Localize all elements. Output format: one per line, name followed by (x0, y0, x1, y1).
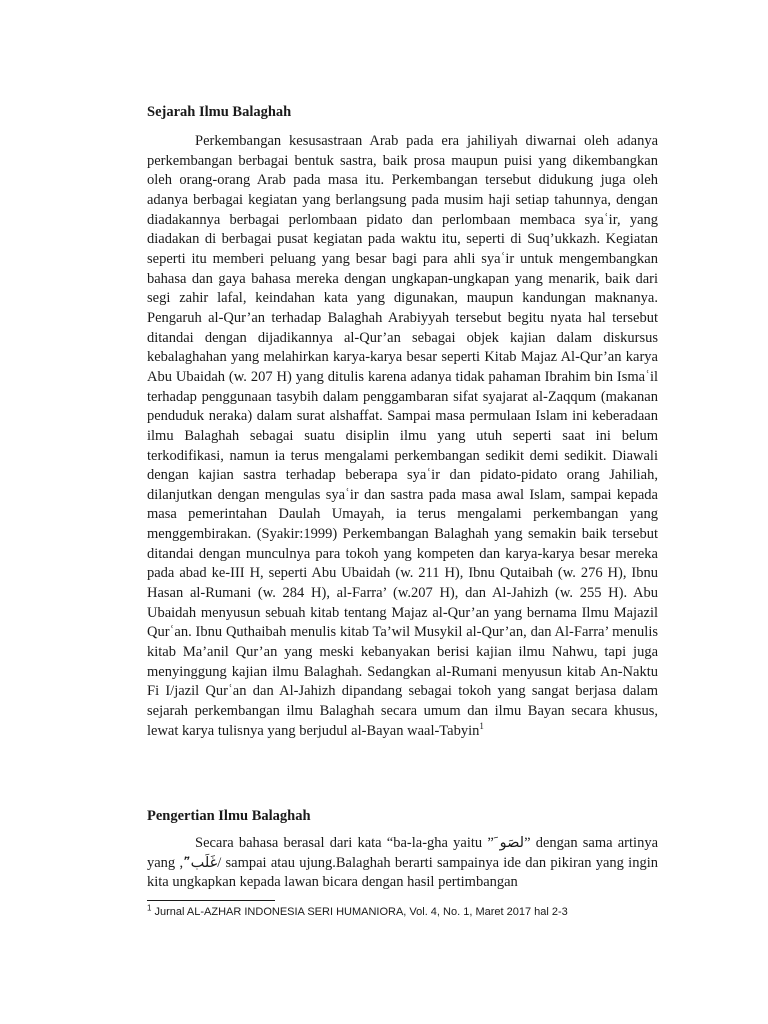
section-heading-sejarah: Sejarah Ilmu Balaghah (147, 104, 292, 120)
body-paragraph-sejarah (147, 132, 658, 741)
body-paragraph-pengertian: Secara bahasa berasal dari kata “ba-la-gha yaitu ” َلصَو” dengan sama artinya yang ,”َغَلَب/ sampai atau ujung.Balaghah berarti sampainya ide dan pikiran yang ingin kita ungkapkan kepada lawan bicara dengan hasil pertimbangan (147, 835, 658, 891)
footnote-number: 1 (147, 903, 152, 913)
footnote (147, 904, 568, 920)
paragraph-text: Perkembangan kesusastraan Arab pada era jahiliyah diwarnai oleh adanya perkembangan berbagai bentuk sastra, baik prosa maupun puisi yang dikembangkan oleh orang-orang Arab pada masa itu. Perkembangan tersebut didukung juga oleh adanya berbagai kegiatan yang berlangsung pada musim haji setiap tahunnya, dengan diadakannya berbagai perlombaan pidato dan perlombaan membaca syaʿir, yang diadakan di berbagai pusat kegiatan pada waktu itu, seperti di Suq’ukkazh. Kegiatan seperti itu memberi peluang yang besar bagi para ahli syaʿir untuk mengembangkan bahasa dan gaya bahasa mereka dengan ungkapan-ungkapan yang menarik, baik dari segi zahir lafal, keindahan kata yang digunakan, maupun kandungan maknanya. Pengaruh al-Qur’an terhadap Balaghah Arabiyyah tersebut begitu nyata hal tersebut ditandai dengan dijadikannya al-Qur’an sebagai objek kajian dalam diskursus kebalaghahan yang melahirkan karya-karya besar seperti Kitab Majaz Al-Qur’an karya Abu Ubaidah (w. 207 H) yang ditulis karena adanya tidak pahaman Ibrahim bin Ismaʿil terhadap penggunaan tasybih dalam penggambaran sifat syajarat al-Zaqqum (makanan penduduk neraka) dalam surat alshaffat. Sampai masa permulaan Islam ini keberadaan ilmu Balaghah sebagai suatu disiplin ilmu yang utuh seperti saat ini belum terkodifikasi, namun ia terus mengalami perkembangan sedikit demi sedikit. Diawali dengan kajian sastra terhadap beberapa syaʿir dan pidato-pidato orang Jahiliah, dilanjutkan dengan mengulas syaʿir dan sastra pada masa awal Islam, sampai kepada masa pemerintahan Daulah Umayah, ia terus mengalami perkembangan yang menggembirakan. (Syakir:1999) Perkembangan Balaghah yang semakin baik tersebut ditandai dengan munculnya para tokoh yang kompeten dan karya-karya besar mereka pada abad ke-III H, seperti Abu Ubaidah (w. 211 H), Ibnu Qutaibah (w. 276 H), Ibnu Hasan al-Rumani (w. 284 H), al-Farra’ (w.207 H), dan Al-Jahizh (w. 255 H). Abu Ubaidah menyusun sebuah kitab tentang Majaz al-Qur’an yang bernama Ilmu Majazil Qurʿan. Ibnu Quthaibah menulis kitab Ta’wil Musykil al-Qur’an, dan Al-Farra’ menulis kitab Ma’anil Qur’an yang meski kebanyakan berisi kajian ilmu Nahwu, tapi juga menyinggung kajian ilmu Balaghah. Sedangkan al-Rumani menyusun kitab An-Naktu Fi I/jazil Qurʿan dan Al-Jahizh dipandang sebagai tokoh yang sangat berjasa dalam sejarah perkembangan ilmu Balaghah secara umum dan ilmu Bayan secara khusus, lewat karya tulisnya yang berjudul al-Bayan waal-Tabyin (147, 133, 658, 739)
section-heading-pengertian: Pengertian Ilmu Balaghah (147, 808, 311, 824)
footnote-reference[interactable]: 1 (479, 720, 484, 731)
footnote-text: Jurnal AL-AZHAR INDONESIA SERI HUMANIORA, Vol. 4, No. 1, Maret 2017 hal 2-3 (151, 906, 568, 918)
footnote-separator (147, 900, 275, 901)
